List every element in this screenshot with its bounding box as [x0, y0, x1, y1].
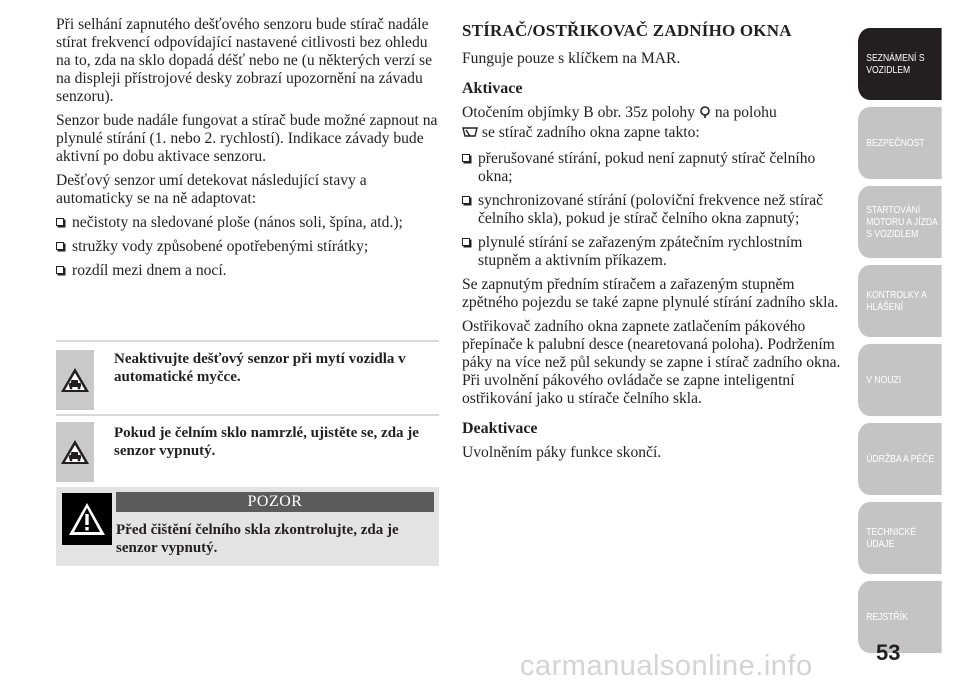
- list-item: nečistoty na sledované ploše (nános soli, špína, atd.);: [56, 214, 440, 232]
- checkbox-bullet-icon: [56, 266, 64, 274]
- tab-bezpecnost[interactable]: BEZPEČNOST: [858, 107, 942, 179]
- tab-kontrolky[interactable]: KONTROLKY A HLÁŠENÍ: [858, 265, 942, 337]
- paragraph: Dešťový senzor umí detekovat následující stavy a automaticky se na ně adaptovat:: [56, 172, 367, 207]
- tab-rejstrik[interactable]: REJSTŘÍK: [858, 581, 942, 653]
- list-item: rozdíl mezi dnem a nocí.: [56, 262, 440, 280]
- tab-startovani[interactable]: STARTOVÁNÍ MOTORU A JÍZDA S VOZIDLEM: [858, 186, 942, 258]
- paragraph: Při selhání zapnutého dešťového senzoru bude stírač nadále stírat frekvencí odpovídající nastavené citlivosti bez ohledu na to, zda na sklo dopadá déšť nebo ne (u některých verzí se na displeji přístrojové desky zobrazí upozornění na závadu senzoru).: [56, 16, 433, 105]
- exclamation-warning-icon: [62, 493, 112, 545]
- subsection-heading: Aktivace: [462, 80, 523, 97]
- paragraph: Otočením objímky B obr. 35z polohy na polohu se stírač zadního okna zapne takto:: [462, 104, 848, 144]
- warning-box: [56, 487, 439, 566]
- checkbox-bullet-icon: [462, 154, 470, 162]
- note-box: [56, 418, 439, 484]
- checkbox-bullet-icon: [462, 238, 470, 246]
- divider: [56, 414, 439, 416]
- note-text: Pokud je čelním sklo namrzlé, ujistěte se, zda je senzor vypnutý.: [114, 425, 419, 459]
- rear-wiper-icon: [462, 126, 478, 144]
- checkbox-bullet-icon: [462, 196, 470, 204]
- list-item: synchronizované stírání (poloviční frekvence než stírač čelního skla), pokud je stírač čelního okna zapnutý;: [462, 192, 848, 228]
- car-warning-icon: [56, 422, 94, 482]
- note-box: [56, 346, 439, 412]
- car-warning-icon: [56, 350, 94, 410]
- paragraph: Funguje pouze s klíčkem na MAR.: [462, 50, 681, 67]
- paragraph: Se zapnutým předním stíračem a zařazeným stupněm zpětného pojezdu se také zapne plynulé stírání zadního skla.: [462, 276, 839, 311]
- warning-text: Před čištění čelního skla zkontrolujte, zda je senzor vypnutý.: [116, 522, 399, 556]
- list-item: plynulé stírání se zařazeným zpátečním rychlostním stupněm a aktivním příkazem.: [462, 234, 848, 270]
- tab-technicke-udaje[interactable]: TECHNICKÉ ÚDAJE: [858, 502, 942, 574]
- list-item: přerušované stírání, pokud není zapnutý stírač čelního okna;: [462, 150, 848, 186]
- subsection-heading: Deaktivace: [462, 420, 538, 437]
- paragraph: Uvolněním páky funkce skončí.: [462, 444, 662, 461]
- checkbox-bullet-icon: [56, 218, 64, 226]
- paragraph: Senzor bude nadále fungovat a stírač bude možné zapnout na plynulé stírání (1. nebo 2. rychlostí). Indikace závady bude aktivní po dobu aktivace senzoru.: [56, 112, 438, 165]
- section-title: STÍRAČ/OSTŘIKOVAČ ZADNÍHO OKNA: [462, 21, 792, 40]
- note-text: Neaktivujte dešťový senzor při mytí vozidla v automatické myčce.: [114, 351, 406, 385]
- tab-v-nouzi[interactable]: V NOUZI: [858, 344, 942, 416]
- tab-udrzba[interactable]: ÚDRŽBA A PÉČE: [858, 423, 942, 495]
- right-column: [462, 16, 848, 468]
- divider: [56, 340, 439, 342]
- off-position-icon: [699, 106, 711, 124]
- tab-seznameni-s-vozidlem[interactable]: SEZNÁMENÍ S VOZIDLEM: [858, 28, 942, 100]
- warning-heading: POZOR: [116, 492, 434, 512]
- left-column: [56, 16, 440, 286]
- list-item: stružky vody způsobené opotřebenými stírátky;: [56, 238, 440, 256]
- page-number: 53: [876, 640, 901, 665]
- watermark: carmanualsonline.info: [520, 650, 813, 682]
- checkbox-bullet-icon: [56, 242, 64, 250]
- paragraph: Ostřikovač zadního okna zapnete zatlačením pákového přepínače k palubní desce (nearetovaná poloha). Podržením páky na více než půl sekundy se zapne i stírač zadního okna. Při uvolnění pákového ovládače se zapne inteligentní ostřikování jako u stírače čelního skla.: [462, 318, 841, 407]
